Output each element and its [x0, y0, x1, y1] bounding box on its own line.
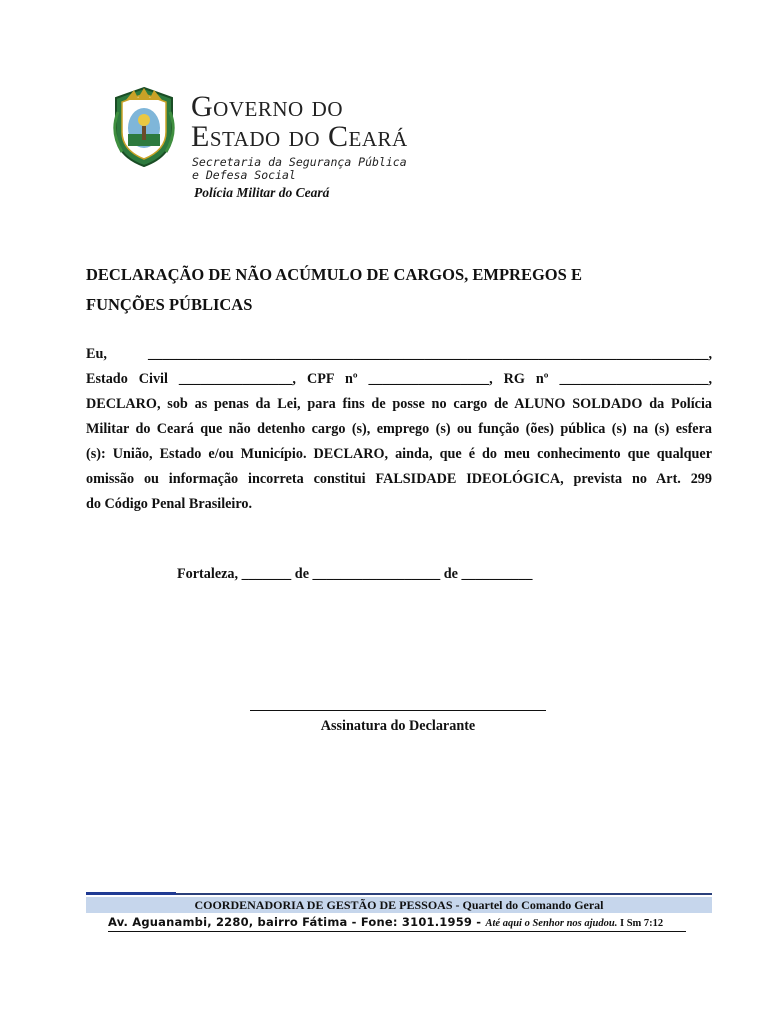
signature-label: Assinatura do Declarante	[320, 718, 476, 734]
footer-address	[108, 915, 686, 932]
body-line-6: omissão ou informação incorreta constitui FALSIDADE IDEOLÓGICA, prevista no Art. 299	[86, 471, 712, 487]
date-line: Fortaleza, _______ de __________________ de __________	[177, 566, 533, 582]
document-title	[86, 260, 686, 320]
declaration-body	[86, 342, 712, 517]
body-line-5: (s): União, Estado e/ou Município. DECLARO, ainda, que é do meu conhecimento que qualquer	[86, 446, 712, 462]
body-line-3: DECLARO, sob as penas da Lei, para fins de posse no cargo de ALUNO SOLDADO da Polícia	[86, 396, 712, 412]
body-line-7: do Código Penal Brasileiro.	[86, 496, 253, 512]
address-text: Av. Aguanambi, 2280, bairro Fátima - Fone: 3101.1959 -	[108, 915, 486, 929]
civil-status-line: Estado Civil ________________, CPF nº _________________, RG nº _____________________,	[86, 371, 712, 387]
footer-banner: COORDENADORIA DE GESTÃO DE PESSOAS - Quartel do Comando Geral	[86, 897, 712, 913]
subtitle-line-2: e Defesa Social	[192, 168, 296, 182]
name-line: Eu, _______________________________________________________________________________,	[86, 346, 712, 362]
bible-reference: I Sm 7:12	[617, 918, 664, 929]
signature-line	[250, 710, 546, 711]
secretariat-subtitle	[192, 156, 407, 182]
footer-rule	[86, 893, 712, 895]
footer-rule-accent	[86, 892, 176, 895]
title-line-1: DECLARAÇÃO DE NÃO ACÚMULO DE CARGOS, EMPREGOS E	[86, 265, 582, 284]
title-line-2: Estado do Ceará	[191, 120, 408, 153]
title-line-1: Governo do	[191, 90, 343, 123]
unit-name: Polícia Militar do Ceará	[194, 185, 330, 200]
motto-text: Até aqui o Senhor nos ajudou.	[485, 918, 618, 929]
government-title	[191, 92, 408, 152]
subtitle-line-1: Secretaria da Segurança Pública	[192, 155, 407, 169]
state-coat-of-arms-icon	[112, 86, 176, 168]
title-line-2: FUNÇÕES PÚBLICAS	[86, 295, 253, 314]
body-line-4: Militar do Ceará que não detenho cargo (s), emprego (s) ou função (ões) pública (s) na (s) esfera	[86, 421, 712, 437]
